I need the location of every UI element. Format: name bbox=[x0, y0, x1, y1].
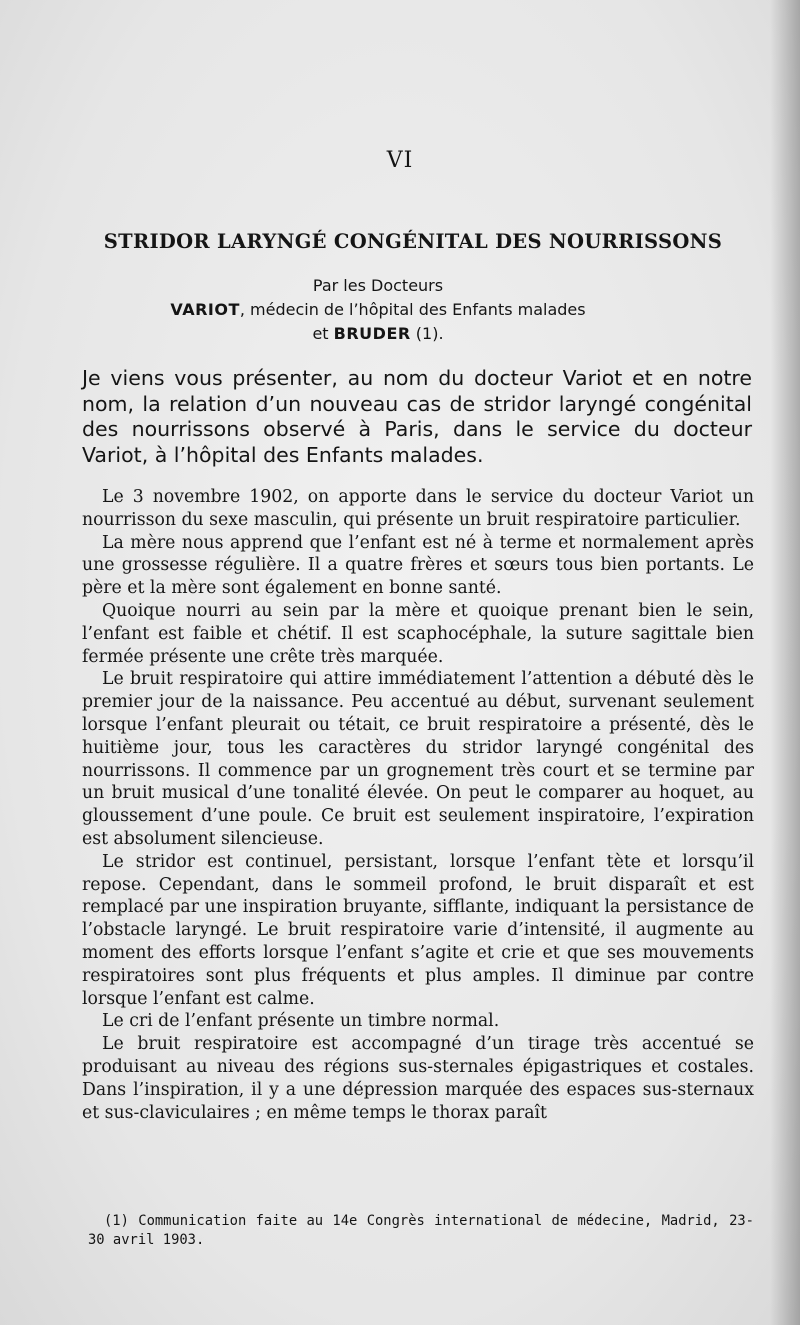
byline-author1-line bbox=[0, 298, 756, 322]
paragraph: La mère nous apprend que l’enfant est né à terme et normalement après une grossesse régulière. Il a quatre frères et sœurs tous bien portants. Le père et la mère sont également en bonne santé. bbox=[82, 532, 754, 599]
body-text bbox=[82, 486, 754, 1124]
author-variot: VARIOT bbox=[170, 300, 240, 319]
author-bruder: BRUDER bbox=[333, 324, 411, 343]
byline-author2-line bbox=[0, 322, 756, 346]
chapter-number: VI bbox=[386, 148, 414, 173]
footnote-ref: (1). bbox=[410, 324, 444, 343]
paragraph: Le cri de l’enfant présente un timbre normal. bbox=[102, 1011, 500, 1032]
footnote bbox=[88, 1212, 754, 1250]
paragraph: Quoique nourri au sein par la mère et quoique prenant bien le sein, l’enfant est faible et chétif. Il est scaphocéphale, la suture sagittale bien fermée présente une crête très marquée. bbox=[82, 600, 754, 667]
lead-paragraph: Je viens vous présenter, au nom du docteur Variot et en notre nom, la relation d’un nouveau cas de stridor laryngé congénital des nourrissons observé à Paris, dans le service du docteur Variot, à l’hôpital des Enfants malades. bbox=[82, 366, 752, 467]
paragraph: Le bruit respiratoire qui attire immédiatement l’attention a débuté dès le premier jour de la naissance. Peu accentué au début, survenant seulement lorsque l’enfant pleurait ou tétait, ce bruit respiratoire a présenté, dès le huitième jour, tous les caractères du stridor laryngé congénital des nourrissons. Il commence par un grognement très court et se termine par un bruit musical d’une tonalité élevée. On peut le comparer au hoquet, au gloussement d’une poule. Ce bruit est seulement inspiratoire, l’expiration est absolument silencieuse. bbox=[82, 669, 754, 849]
article-title: STRIDOR LARYNGÉ CONGÉNITAL DES NOURRISSONS bbox=[103, 230, 723, 253]
byline bbox=[0, 274, 756, 346]
byline-intro: Par les Docteurs bbox=[312, 276, 444, 295]
paragraph: Le stridor est continuel, persistant, lorsque l’enfant tète et lorsqu’il repose. Cependant, dans le sommeil profond, le bruit disparaît et est remplacé par une inspiration bruyante, sifflante, indiquant la persistance de l’obstacle laryngé. Le bruit respiratoire varie d’intensité, il augmente au moment des efforts lorsque l’enfant s’agite et crie et que ses mouvements respiratoires sont plus fréquents et plus amples. Il diminue par contre lorsque l’enfant est calme. bbox=[82, 851, 754, 1009]
paragraph: Le 3 novembre 1902, on apporte dans le service du docteur Variot un nourrisson du sexe masculin, qui présente un bruit respiratoire particulier. bbox=[82, 487, 754, 530]
byline-connector: et bbox=[312, 324, 334, 343]
author1-role: , médecin de l’hôpital des Enfants malades bbox=[239, 300, 586, 319]
footnote-text: (1) Communication faite au 14e Congrès international de médecine, Madrid, 23-30 avril 1903. bbox=[88, 1213, 754, 1248]
paragraph: Le bruit respiratoire est accompagné d’un tirage très accentué se produisant au niveau des régions sus-sternales épigastriques et costales. Dans l’inspiration, il y a une dépression marquée des espaces sus-sternaux et sus-claviculaires ; en même temps le thorax paraît bbox=[82, 1034, 754, 1123]
